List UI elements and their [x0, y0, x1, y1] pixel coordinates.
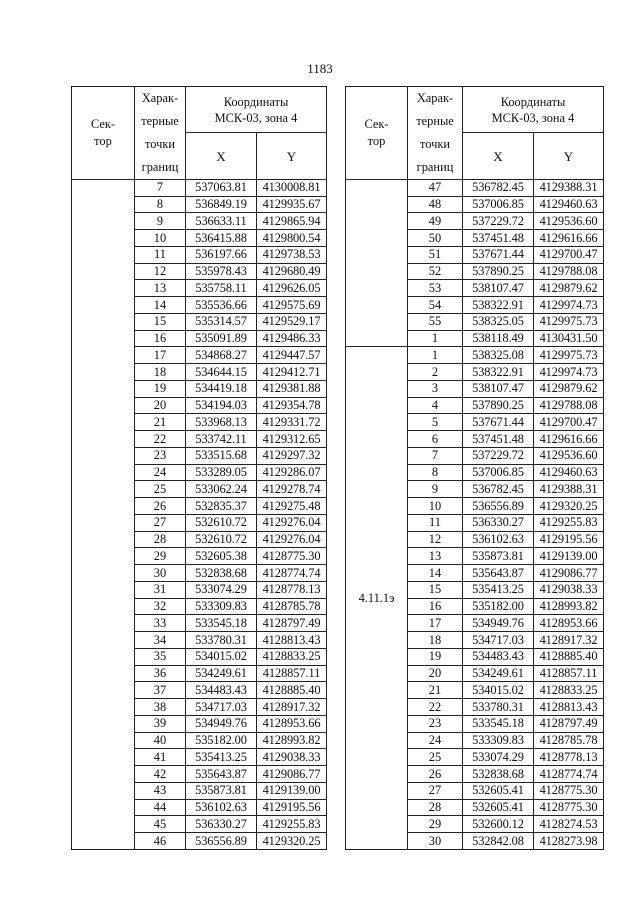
point-number-cell: 10 — [135, 230, 186, 247]
x-coordinate-cell: 535643.87 — [186, 766, 257, 783]
point-number-cell: 11 — [408, 514, 463, 531]
point-number-cell: 7 — [408, 447, 463, 464]
x-coordinate-cell: 537451.48 — [463, 431, 534, 448]
y-coordinate-cell: 4129278.74 — [257, 481, 327, 498]
x-coordinate-cell: 536330.27 — [463, 514, 534, 531]
x-coordinate-cell: 537671.44 — [463, 414, 534, 431]
point-number-cell: 51 — [408, 246, 463, 263]
point-number-cell: 12 — [135, 263, 186, 280]
y-coordinate-cell: 4129412.71 — [257, 364, 327, 381]
header-sector — [72, 87, 135, 180]
x-coordinate-cell: 534015.02 — [463, 682, 534, 699]
point-number-cell: 3 — [408, 380, 463, 397]
y-coordinate-cell: 4129388.31 — [534, 481, 604, 498]
x-coordinate-cell: 534717.03 — [186, 699, 257, 716]
y-coordinate-cell: 4129195.56 — [257, 799, 327, 816]
point-number-cell: 13 — [408, 548, 463, 565]
y-coordinate-cell: 4129388.31 — [534, 179, 604, 196]
header-sector-label: Сек- тор — [364, 117, 389, 148]
x-coordinate-cell: 534249.61 — [186, 665, 257, 682]
point-number-cell: 33 — [135, 615, 186, 632]
y-coordinate-cell: 4129486.33 — [257, 330, 327, 347]
y-coordinate-cell: 4128917.32 — [534, 632, 604, 649]
y-coordinate-cell: 4129255.83 — [534, 514, 604, 531]
header-sector — [346, 87, 408, 180]
x-coordinate-cell: 535643.87 — [463, 565, 534, 582]
x-coordinate-cell: 536633.11 — [186, 213, 257, 230]
x-coordinate-cell: 533074.29 — [186, 581, 257, 598]
x-coordinate-cell: 533780.31 — [463, 699, 534, 716]
x-coordinate-cell: 535873.81 — [463, 548, 534, 565]
x-coordinate-cell: 537890.25 — [463, 263, 534, 280]
x-coordinate-cell: 535182.00 — [186, 732, 257, 749]
point-number-cell: 13 — [135, 280, 186, 297]
point-number-cell: 35 — [135, 648, 186, 665]
x-coordinate-cell: 533742.11 — [186, 431, 257, 448]
y-coordinate-cell: 4128785.78 — [534, 732, 604, 749]
x-coordinate-cell: 535978.43 — [186, 263, 257, 280]
point-number-cell: 25 — [408, 749, 463, 766]
header-y: Y — [534, 133, 604, 179]
page-number: 1183 — [307, 61, 333, 76]
point-number-cell: 23 — [408, 715, 463, 732]
x-coordinate-cell: 534419.18 — [186, 380, 257, 397]
y-coordinate-cell: 4129935.67 — [257, 196, 327, 213]
point-number-cell: 45 — [135, 816, 186, 833]
y-coordinate-cell: 4129275.48 — [257, 498, 327, 515]
y-coordinate-cell: 4128774.74 — [257, 565, 327, 582]
point-number-cell: 8 — [135, 196, 186, 213]
x-coordinate-cell: 535873.81 — [186, 782, 257, 799]
y-coordinate-cell: 4129626.05 — [257, 280, 327, 297]
x-coordinate-cell: 536849.19 — [186, 196, 257, 213]
x-coordinate-cell: 533309.83 — [463, 732, 534, 749]
coordinates-table-left — [71, 86, 327, 850]
x-coordinate-cell: 534949.76 — [463, 615, 534, 632]
point-number-cell: 20 — [135, 397, 186, 414]
point-number-cell: 40 — [135, 732, 186, 749]
x-coordinate-cell: 537229.72 — [463, 213, 534, 230]
x-coordinate-cell: 533515.68 — [186, 447, 257, 464]
y-coordinate-cell: 4129460.63 — [534, 464, 604, 481]
point-number-cell: 18 — [408, 632, 463, 649]
x-coordinate-cell: 537671.44 — [463, 246, 534, 263]
header-x: X — [186, 133, 257, 179]
y-coordinate-cell: 4128797.49 — [534, 715, 604, 732]
y-coordinate-cell: 4129447.57 — [257, 347, 327, 364]
x-coordinate-cell: 532600.12 — [463, 816, 534, 833]
point-number-cell: 2 — [408, 364, 463, 381]
point-number-cell: 53 — [408, 280, 463, 297]
x-coordinate-cell: 536102.63 — [463, 531, 534, 548]
header-coordinates — [186, 87, 327, 133]
x-coordinate-cell: 538322.91 — [463, 297, 534, 314]
x-coordinate-cell: 533062.24 — [186, 481, 257, 498]
x-coordinate-cell: 536415.88 — [186, 230, 257, 247]
x-coordinate-cell: 536556.89 — [463, 498, 534, 515]
point-number-cell: 29 — [135, 548, 186, 565]
y-coordinate-cell: 4129738.53 — [257, 246, 327, 263]
x-coordinate-cell: 534644.15 — [186, 364, 257, 381]
x-coordinate-cell: 535536.66 — [186, 297, 257, 314]
x-coordinate-cell: 533780.31 — [186, 632, 257, 649]
x-coordinate-cell: 534483.43 — [186, 682, 257, 699]
right-table-body — [346, 179, 604, 849]
point-number-cell: 55 — [408, 313, 463, 330]
x-coordinate-cell: 534717.03 — [463, 632, 534, 649]
y-coordinate-cell: 4129038.33 — [257, 749, 327, 766]
x-coordinate-cell: 532842.08 — [463, 833, 534, 850]
x-coordinate-cell: 532838.68 — [186, 565, 257, 582]
y-coordinate-cell: 4129086.77 — [257, 766, 327, 783]
x-coordinate-cell: 534249.61 — [463, 665, 534, 682]
point-number-cell: 18 — [135, 364, 186, 381]
y-coordinate-cell: 4129460.63 — [534, 196, 604, 213]
y-coordinate-cell: 4129800.54 — [257, 230, 327, 247]
point-number-cell: 43 — [135, 782, 186, 799]
point-number-cell: 30 — [135, 565, 186, 582]
y-coordinate-cell: 4129354.78 — [257, 397, 327, 414]
point-number-cell: 16 — [408, 598, 463, 615]
y-coordinate-cell: 4128775.30 — [534, 782, 604, 799]
header-characteristic-points — [408, 87, 463, 180]
y-coordinate-cell: 4129038.33 — [534, 581, 604, 598]
x-coordinate-cell: 532610.72 — [186, 531, 257, 548]
x-coordinate-cell: 532605.41 — [463, 799, 534, 816]
point-number-cell: 21 — [135, 414, 186, 431]
point-number-cell: 34 — [135, 632, 186, 649]
y-coordinate-cell: 4129297.32 — [257, 447, 327, 464]
y-coordinate-cell: 4129975.73 — [534, 347, 604, 364]
x-coordinate-cell: 538118.49 — [463, 330, 534, 347]
point-number-cell: 46 — [135, 833, 186, 850]
x-coordinate-cell: 537229.72 — [463, 447, 534, 464]
y-coordinate-cell: 4129381.88 — [257, 380, 327, 397]
y-coordinate-cell: 4130008.81 — [257, 179, 327, 196]
x-coordinate-cell: 538322.91 — [463, 364, 534, 381]
point-number-cell: 8 — [408, 464, 463, 481]
left-table-body — [72, 179, 327, 849]
y-coordinate-cell: 4128778.13 — [257, 581, 327, 598]
y-coordinate-cell: 4129974.73 — [534, 364, 604, 381]
y-coordinate-cell: 4128993.82 — [534, 598, 604, 615]
point-number-cell: 22 — [408, 699, 463, 716]
header-x: X — [463, 133, 534, 179]
point-number-cell: 36 — [135, 665, 186, 682]
header-y: Y — [257, 133, 327, 179]
y-coordinate-cell: 4129276.04 — [257, 531, 327, 548]
x-coordinate-cell: 535413.25 — [463, 581, 534, 598]
x-coordinate-cell: 532838.68 — [463, 766, 534, 783]
point-number-cell: 23 — [135, 447, 186, 464]
header-characteristic-points-label: Харак- терные точки границ — [416, 91, 454, 174]
x-coordinate-cell: 534194.03 — [186, 397, 257, 414]
x-coordinate-cell: 535182.00 — [463, 598, 534, 615]
x-coordinate-cell: 535413.25 — [186, 749, 257, 766]
point-number-cell: 37 — [135, 682, 186, 699]
point-number-cell: 28 — [135, 531, 186, 548]
y-coordinate-cell: 4128833.25 — [534, 682, 604, 699]
y-coordinate-cell: 4128775.30 — [257, 548, 327, 565]
y-coordinate-cell: 4129536.60 — [534, 213, 604, 230]
x-coordinate-cell: 533074.29 — [463, 749, 534, 766]
point-number-cell: 26 — [135, 498, 186, 515]
y-coordinate-cell: 4129788.08 — [534, 397, 604, 414]
y-coordinate-cell: 4128857.11 — [534, 665, 604, 682]
x-coordinate-cell: 534868.27 — [186, 347, 257, 364]
sector-cell: 4.11.1э — [346, 347, 408, 850]
y-coordinate-cell: 4129312.65 — [257, 431, 327, 448]
point-number-cell: 47 — [408, 179, 463, 196]
x-coordinate-cell: 537451.48 — [463, 230, 534, 247]
y-coordinate-cell: 4129536.60 — [534, 447, 604, 464]
point-number-cell: 42 — [135, 766, 186, 783]
x-coordinate-cell: 537063.81 — [186, 179, 257, 196]
sector-cell — [346, 179, 408, 347]
y-coordinate-cell: 4128778.13 — [534, 749, 604, 766]
point-number-cell: 52 — [408, 263, 463, 280]
point-number-cell: 21 — [408, 682, 463, 699]
y-coordinate-cell: 4128917.32 — [257, 699, 327, 716]
point-number-cell: 20 — [408, 665, 463, 682]
header-sector-label: Сек- тор — [90, 117, 116, 148]
point-number-cell: 7 — [135, 179, 186, 196]
table-row — [72, 179, 327, 196]
sector-cell — [72, 179, 135, 849]
x-coordinate-cell: 536197.66 — [186, 246, 257, 263]
y-coordinate-cell: 4129086.77 — [534, 565, 604, 582]
x-coordinate-cell: 538107.47 — [463, 380, 534, 397]
x-coordinate-cell: 533545.18 — [463, 715, 534, 732]
y-coordinate-cell: 4129879.62 — [534, 380, 604, 397]
y-coordinate-cell: 4128953.66 — [257, 715, 327, 732]
y-coordinate-cell: 4129974.73 — [534, 297, 604, 314]
point-number-cell: 16 — [135, 330, 186, 347]
point-number-cell: 44 — [135, 799, 186, 816]
y-coordinate-cell: 4128774.74 — [534, 766, 604, 783]
y-coordinate-cell: 4129680.49 — [257, 263, 327, 280]
header-coordinates-label: Координаты МСК-03, зона 4 — [491, 94, 575, 125]
x-coordinate-cell: 533545.18 — [186, 615, 257, 632]
x-coordinate-cell: 536782.45 — [463, 481, 534, 498]
x-coordinate-cell: 536330.27 — [186, 816, 257, 833]
point-number-cell: 10 — [408, 498, 463, 515]
y-coordinate-cell: 4128885.40 — [534, 648, 604, 665]
y-coordinate-cell: 4129320.25 — [534, 498, 604, 515]
y-coordinate-cell: 4128833.25 — [257, 648, 327, 665]
y-coordinate-cell: 4129616.66 — [534, 230, 604, 247]
point-number-cell: 17 — [135, 347, 186, 364]
point-number-cell: 11 — [135, 246, 186, 263]
point-number-cell: 5 — [408, 414, 463, 431]
point-number-cell: 25 — [135, 481, 186, 498]
header-coordinates — [463, 87, 604, 133]
point-number-cell: 24 — [408, 732, 463, 749]
y-coordinate-cell: 4128273.98 — [534, 833, 604, 850]
point-number-cell: 38 — [135, 699, 186, 716]
point-number-cell: 15 — [135, 313, 186, 330]
x-coordinate-cell: 536782.45 — [463, 179, 534, 196]
x-coordinate-cell: 534015.02 — [186, 648, 257, 665]
x-coordinate-cell: 533968.13 — [186, 414, 257, 431]
coordinates-table-right — [345, 86, 604, 850]
y-coordinate-cell: 4129529.17 — [257, 313, 327, 330]
point-number-cell: 29 — [408, 816, 463, 833]
y-coordinate-cell: 4128857.11 — [257, 665, 327, 682]
x-coordinate-cell: 538325.05 — [463, 313, 534, 330]
header-characteristic-points — [135, 87, 186, 180]
x-coordinate-cell: 532835.37 — [186, 498, 257, 515]
x-coordinate-cell: 534949.76 — [186, 715, 257, 732]
point-number-cell: 9 — [408, 481, 463, 498]
y-coordinate-cell: 4129286.07 — [257, 464, 327, 481]
point-number-cell: 19 — [408, 648, 463, 665]
y-coordinate-cell: 4129700.47 — [534, 246, 604, 263]
x-coordinate-cell: 538107.47 — [463, 280, 534, 297]
y-coordinate-cell: 4129255.83 — [257, 816, 327, 833]
point-number-cell: 24 — [135, 464, 186, 481]
point-number-cell: 54 — [408, 297, 463, 314]
y-coordinate-cell: 4128775.30 — [534, 799, 604, 816]
point-number-cell: 49 — [408, 213, 463, 230]
point-number-cell: 48 — [408, 196, 463, 213]
x-coordinate-cell: 533289.05 — [186, 464, 257, 481]
y-coordinate-cell: 4129700.47 — [534, 414, 604, 431]
y-coordinate-cell: 4129195.56 — [534, 531, 604, 548]
y-coordinate-cell: 4128797.49 — [257, 615, 327, 632]
point-number-cell: 26 — [408, 766, 463, 783]
y-coordinate-cell: 4129575.69 — [257, 297, 327, 314]
point-number-cell: 17 — [408, 615, 463, 632]
point-number-cell: 14 — [135, 297, 186, 314]
point-number-cell: 28 — [408, 799, 463, 816]
y-coordinate-cell: 4128993.82 — [257, 732, 327, 749]
point-number-cell: 27 — [135, 514, 186, 531]
y-coordinate-cell: 4129139.00 — [534, 548, 604, 565]
point-number-cell: 27 — [408, 782, 463, 799]
point-number-cell: 50 — [408, 230, 463, 247]
y-coordinate-cell: 4129788.08 — [534, 263, 604, 280]
y-coordinate-cell: 4129331.72 — [257, 414, 327, 431]
x-coordinate-cell: 536556.89 — [186, 833, 257, 850]
point-number-cell: 15 — [408, 581, 463, 598]
x-coordinate-cell: 532605.41 — [463, 782, 534, 799]
point-number-cell: 39 — [135, 715, 186, 732]
point-number-cell: 32 — [135, 598, 186, 615]
point-number-cell: 9 — [135, 213, 186, 230]
point-number-cell: 31 — [135, 581, 186, 598]
point-number-cell: 30 — [408, 833, 463, 850]
x-coordinate-cell: 536102.63 — [186, 799, 257, 816]
point-number-cell: 41 — [135, 749, 186, 766]
point-number-cell: 19 — [135, 380, 186, 397]
x-coordinate-cell: 534483.43 — [463, 648, 534, 665]
point-number-cell: 6 — [408, 431, 463, 448]
x-coordinate-cell: 533309.83 — [186, 598, 257, 615]
x-coordinate-cell: 538325.08 — [463, 347, 534, 364]
y-coordinate-cell: 4129616.66 — [534, 431, 604, 448]
point-number-cell: 1 — [408, 330, 463, 347]
point-number-cell: 1 — [408, 347, 463, 364]
x-coordinate-cell: 535314.57 — [186, 313, 257, 330]
x-coordinate-cell: 537006.85 — [463, 464, 534, 481]
y-coordinate-cell: 4129975.73 — [534, 313, 604, 330]
y-coordinate-cell: 4129865.94 — [257, 213, 327, 230]
point-number-cell: 22 — [135, 431, 186, 448]
point-number-cell: 12 — [408, 531, 463, 548]
x-coordinate-cell: 532605.38 — [186, 548, 257, 565]
y-coordinate-cell: 4128813.43 — [534, 699, 604, 716]
x-coordinate-cell: 535091.89 — [186, 330, 257, 347]
y-coordinate-cell: 4128785.78 — [257, 598, 327, 615]
point-number-cell: 14 — [408, 565, 463, 582]
table-row — [346, 347, 604, 364]
x-coordinate-cell: 537890.25 — [463, 397, 534, 414]
y-coordinate-cell: 4129139.00 — [257, 782, 327, 799]
y-coordinate-cell: 4129879.62 — [534, 280, 604, 297]
y-coordinate-cell: 4128885.40 — [257, 682, 327, 699]
table-row — [346, 179, 604, 196]
x-coordinate-cell: 535758.11 — [186, 280, 257, 297]
point-number-cell: 4 — [408, 397, 463, 414]
y-coordinate-cell: 4129320.25 — [257, 833, 327, 850]
y-coordinate-cell: 4128274.53 — [534, 816, 604, 833]
x-coordinate-cell: 532610.72 — [186, 514, 257, 531]
y-coordinate-cell: 4130431.50 — [534, 330, 604, 347]
y-coordinate-cell: 4129276.04 — [257, 514, 327, 531]
y-coordinate-cell: 4128953.66 — [534, 615, 604, 632]
header-coordinates-label: Координаты МСК-03, зона 4 — [214, 94, 298, 125]
x-coordinate-cell: 537006.85 — [463, 196, 534, 213]
y-coordinate-cell: 4128813.43 — [257, 632, 327, 649]
header-characteristic-points-label: Харак- терные точки границ — [141, 91, 179, 174]
